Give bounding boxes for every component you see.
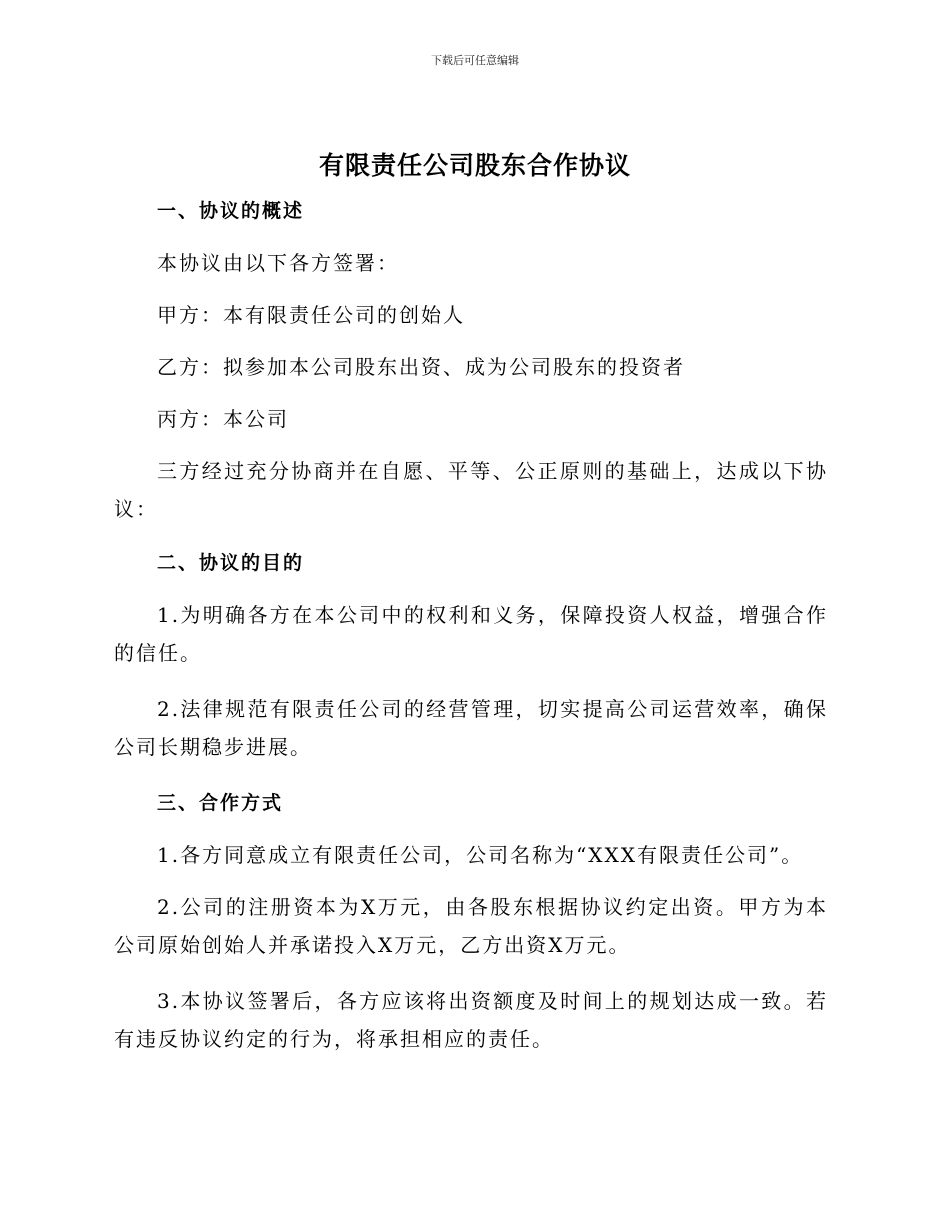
paragraph: 乙方：拟参加本公司股东出资、成为公司股东的投资者: [157, 355, 685, 379]
paragraph: 1.各方同意成立有限责任公司，公司名称为“XXX有限责任公司”。: [157, 843, 804, 867]
paragraph: 2.公司的注册资本为X万元，由各股东根据协议约定出资。甲方为本公司原始创始人并承诺投入X万元，乙方出资X万元。: [114, 895, 828, 957]
paragraph: 1.为明确各方在本公司中的权利和义务，保障投资人权益，增强合作的信任。: [114, 603, 828, 665]
page-header: 下载后可任意编辑: [431, 54, 519, 67]
section-heading: 三、合作方式: [157, 792, 284, 814]
paragraph: 丙方：本公司: [157, 407, 289, 431]
section-heading: 一、协议的概述: [157, 200, 305, 222]
paragraph: 三方经过充分协商并在自愿、平等、公正原则的基础上，达成以下协议：: [114, 459, 828, 521]
paragraph: 2.法律规范有限责任公司的经营管理，切实提高公司运营效率，确保公司长期稳步进展。: [114, 697, 828, 759]
section-heading: 二、协议的目的: [157, 552, 305, 574]
paragraph: 甲方：本有限责任公司的创始人: [157, 303, 465, 327]
paragraph: 本协议由以下各方签署：: [157, 251, 399, 275]
document-title: 有限责任公司股东合作协议: [318, 151, 631, 180]
paragraph: 3.本协议签署后，各方应该将出资额度及时间上的规划达成一致。若有违反协议约定的行为，将承担相应的责任。: [114, 989, 828, 1051]
